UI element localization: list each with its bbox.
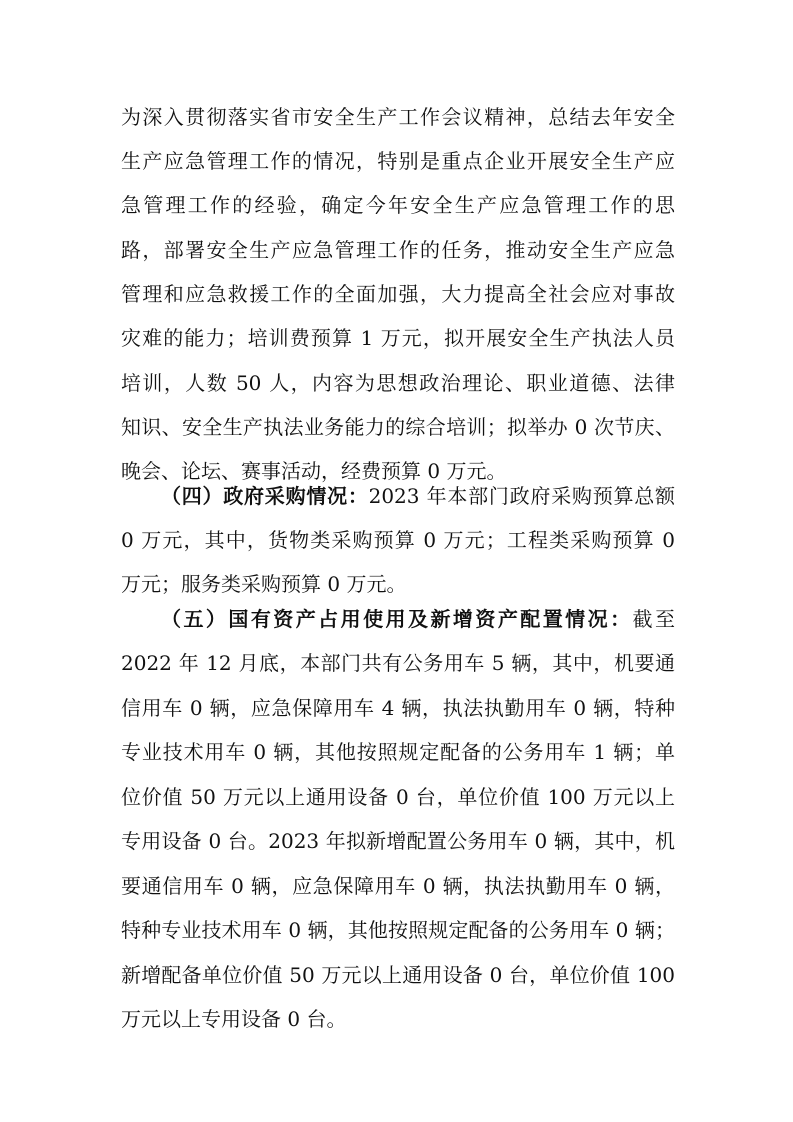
paragraph-1-line-5: 管理和应急救援工作的全面加强，大力提高全社会应对事故 [121, 282, 675, 306]
paragraph-3-line-2: 2022 年 12 月底，本部门共有公务用车 5 辆，其中，机要通 [121, 651, 675, 675]
paragraph-3-line-7: 要通信用车 0 辆，应急保障用车 0 辆，执法执勤用车 0 辆， [121, 874, 675, 898]
procurement-first-line-text: 2023 年本部门政府采购预算总额 [368, 484, 675, 508]
paragraph-2-line-3: 万元；服务类采购预算 0 万元。 [121, 572, 407, 596]
paragraph-3-line-10: 万元以上专用设备 0 台。 [121, 1007, 347, 1031]
paragraph-3-line-8: 特种专业技术用车 0 辆，其他按照规定配备的公务用车 0 辆； [121, 918, 675, 942]
procurement-heading: （四）政府采购情况： [161, 484, 369, 508]
paragraph-3-line-6: 专用设备 0 台。2023 年拟新增配置公务用车 0 辆，其中，机 [121, 829, 675, 853]
paragraph-1-line-1: 为深入贯彻落实省市安全生产工作会议精神，总结去年安全 [121, 105, 675, 129]
paragraph-3-line-5: 位价值 50 万元以上通用设备 0 台，单位价值 100 万元以上 [121, 785, 675, 809]
paragraph-1-line-6: 灾难的能力；培训费预算 1 万元，拟开展安全生产执法人员 [121, 326, 675, 350]
paragraph-1-line-9: 晚会、论坛、赛事活动，经费预算 0 万元。 [121, 459, 507, 483]
paragraph-1-line-7: 培训，人数 50 人，内容为思想政治理论、职业道德、法律 [121, 371, 675, 395]
paragraph-1-line-8: 知识、安全生产执法业务能力的综合培训；拟举办 0 次节庆、 [121, 415, 675, 439]
paragraph-1-line-3: 急管理工作的经验，确定今年安全生产应急管理工作的思 [121, 193, 675, 217]
paragraph-2-line-2: 0 万元，其中，货物类采购预算 0 万元；工程类采购预算 0 [121, 528, 675, 552]
paragraph-3-line-1 [161, 601, 675, 637]
paragraph-1-line-4: 路，部署安全生产应急管理工作的任务，推动安全生产应急 [121, 238, 675, 262]
assets-first-line-text: 截至 [632, 607, 676, 631]
paragraph-3-line-4: 专业技术用车 0 辆，其他按照规定配备的公务用车 1 辆；单 [121, 740, 675, 764]
assets-heading: （五）国有资产占用使用及新增资产配置情况： [161, 607, 633, 631]
paragraph-1-line-2: 生产应急管理工作的情况，特别是重点企业开展安全生产应 [121, 149, 675, 173]
paragraph-2-line-1 [161, 478, 675, 514]
paragraph-3-line-3: 信用车 0 辆，应急保障用车 4 辆，执法执勤用车 0 辆，特种 [121, 696, 675, 720]
paragraph-3-line-9: 新增配备单位价值 50 万元以上通用设备 0 台，单位价值 100 [121, 963, 675, 987]
